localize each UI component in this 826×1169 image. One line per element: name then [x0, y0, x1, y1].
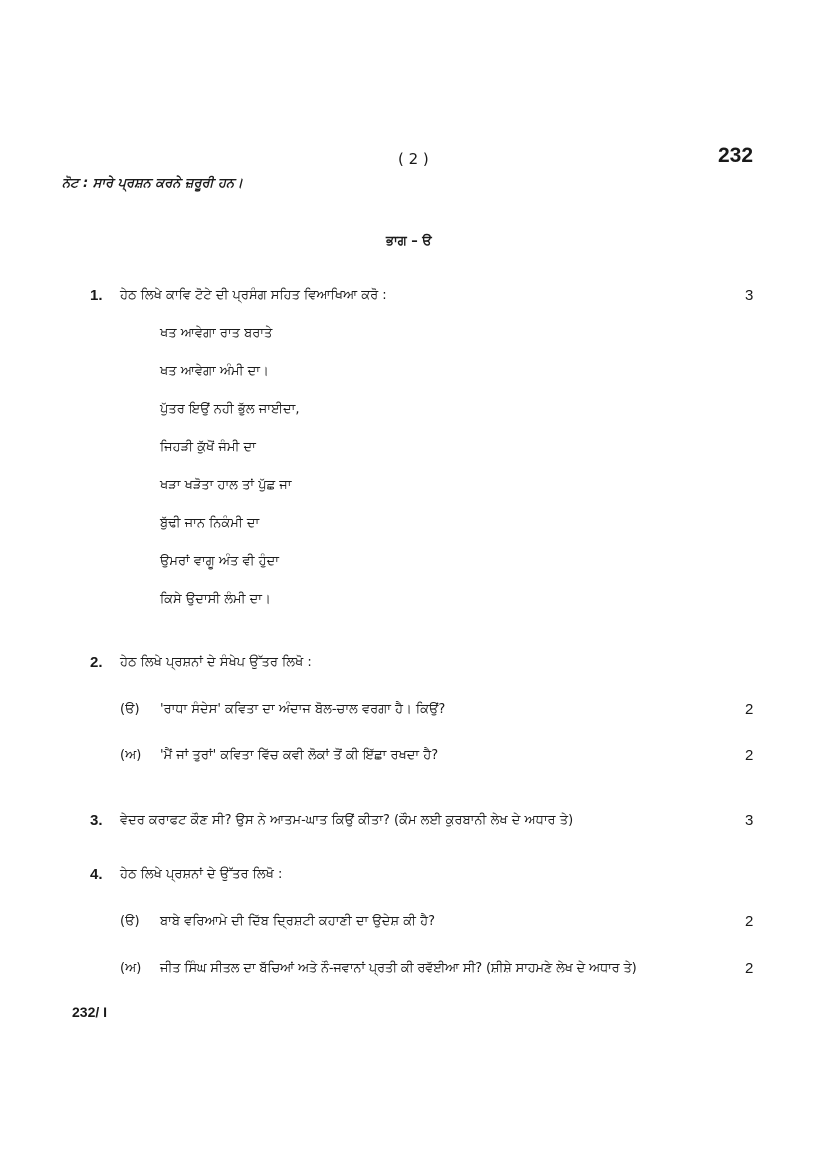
instructions-note: ਨੋਟ : ਸਾਰੇ ਪ੍ਰਸ਼ਨ ਕਰਨੇ ਜ਼ਰੂਰੀ ਹਨ। [62, 176, 243, 191]
q4a-label: (ੳ) [120, 914, 140, 929]
poem-line: ਪੁੱਤਰ ਇਉਂ ਨਹੀ ਭੁੱਲ ਜਾਈਦਾ, [160, 402, 300, 417]
q2a-label: (ੳ) [120, 702, 140, 717]
q4a-marks: 2 [745, 913, 754, 930]
q2-number: 2. [90, 654, 103, 671]
q3-text: ਵੇਦਰ ਕਰਾਫਟ ਕੌਣ ਸੀ? ਉਸ ਨੇ ਆਤਮ-ਘਾਤ ਕਿਉਂ ਕੀਤਾ? (ਕੌਮ ਲਈ ਕੁਰਬਾਨੀ ਲੇਖ ਦੇ ਅਧਾਰ ਤੇ) [120, 813, 574, 828]
q2-text: ਹੇਠ ਲਿਖੇ ਪ੍ਰਸ਼ਨਾਂ ਦੇ ਸੰਖੇਪ ਉੱਤਰ ਲਿਖੋ : [120, 655, 312, 670]
poem-line: ਖਤ ਆਵੇਗਾ ਅੰਮੀ ਦਾ। [160, 364, 269, 379]
q2b-label: (ਅ) [120, 748, 142, 763]
q4-text: ਹੇਠ ਲਿਖੇ ਪ੍ਰਸ਼ਨਾਂ ਦੇ ਉੱਤਰ ਲਿਖੋ : [120, 867, 283, 882]
poem-line: ਜਿਹੜੀ ਕੁੱਖੋਂ ਜੰਮੀ ਦਾ [160, 440, 256, 455]
page-number: ( 2 ) [398, 150, 429, 168]
q2a-text: 'ਰਾਧਾ ਸੰਦੇਸ' ਕਵਿਤਾ ਦਾ ਅੰਦਾਜ ਬੋਲ-ਚਾਲ ਵਰਗਾ ਹੈ। ਕਿਉਂ? [160, 702, 446, 717]
q1-number: 1. [90, 287, 103, 304]
q4a-text: ਬਾਬੇ ਵਰਿਆਮੇ ਦੀ ਦਿੱਬ ਦ੍ਰਿਸ਼ਟੀ ਕਹਾਣੀ ਦਾ ਉਦੇਸ਼ ਕੀ ਹੈ? [160, 914, 435, 929]
q2a-marks: 2 [745, 701, 754, 718]
q4b-label: (ਅ) [120, 961, 142, 976]
q4-number: 4. [90, 866, 103, 883]
q1-marks: 3 [745, 287, 754, 304]
q2b-marks: 2 [745, 747, 754, 764]
q3-marks: 3 [745, 812, 754, 829]
section-title: ਭਾਗ – ੳ [386, 234, 432, 249]
q2b-text: 'ਮੈਂ ਜਾਂ ਤੁਰਾਂ' ਕਵਿਤਾ ਵਿੱਚ ਕਵੀ ਲੋਕਾਂ ਤੋਂ ਕੀ ਇੱਛਾ ਰਖਦਾ ਹੈ? [160, 748, 439, 763]
poem-line: ਖਤ ਆਵੇਗਾ ਰਾਤ ਬਰਾਤੇ [160, 326, 273, 341]
poem-line: ਬੁੱਢੀ ਜਾਨ ਨਿਕੰਮੀ ਦਾ [160, 516, 260, 531]
footer-code: 232/ I [72, 1004, 108, 1020]
paper-code: 232 [718, 144, 754, 167]
poem-line: ਕਿਸੇ ਉਦਾਸੀ ਲੰਮੀ ਦਾ। [160, 592, 271, 607]
q4b-marks: 2 [745, 960, 754, 977]
poem-line: ਖੜਾ ਖੜੋਤਾ ਹਾਲ ਤਾਂ ਪੁੱਛ ਜਾ [160, 478, 292, 493]
q1-text: ਹੇਠ ਲਿਖੇ ਕਾਵਿ ਟੋਟੇ ਦੀ ਪ੍ਰਸੰਗ ਸਹਿਤ ਵਿਆਖਿਆ ਕਰੋ : [120, 288, 387, 303]
q3-number: 3. [90, 812, 103, 829]
q4b-text: ਜੀਤ ਸਿੰਘ ਸੀਤਲ ਦਾ ਬੱਚਿਆਂ ਅਤੇ ਨੌ-ਜਵਾਨਾਂ ਪ੍ਰਤੀ ਕੀ ਰਵੱਈਆ ਸੀ? (ਸ਼ੀਸ਼ੇ ਸਾਹਮਣੇ ਲੇਖ ਦੇ ਅਧਾਰ ਤੇ) [160, 961, 637, 976]
poem-line: ਉਮਰਾਂ ਵਾਗੂ ਅੰਤ ਵੀ ਹੁੰਦਾ [160, 554, 279, 569]
